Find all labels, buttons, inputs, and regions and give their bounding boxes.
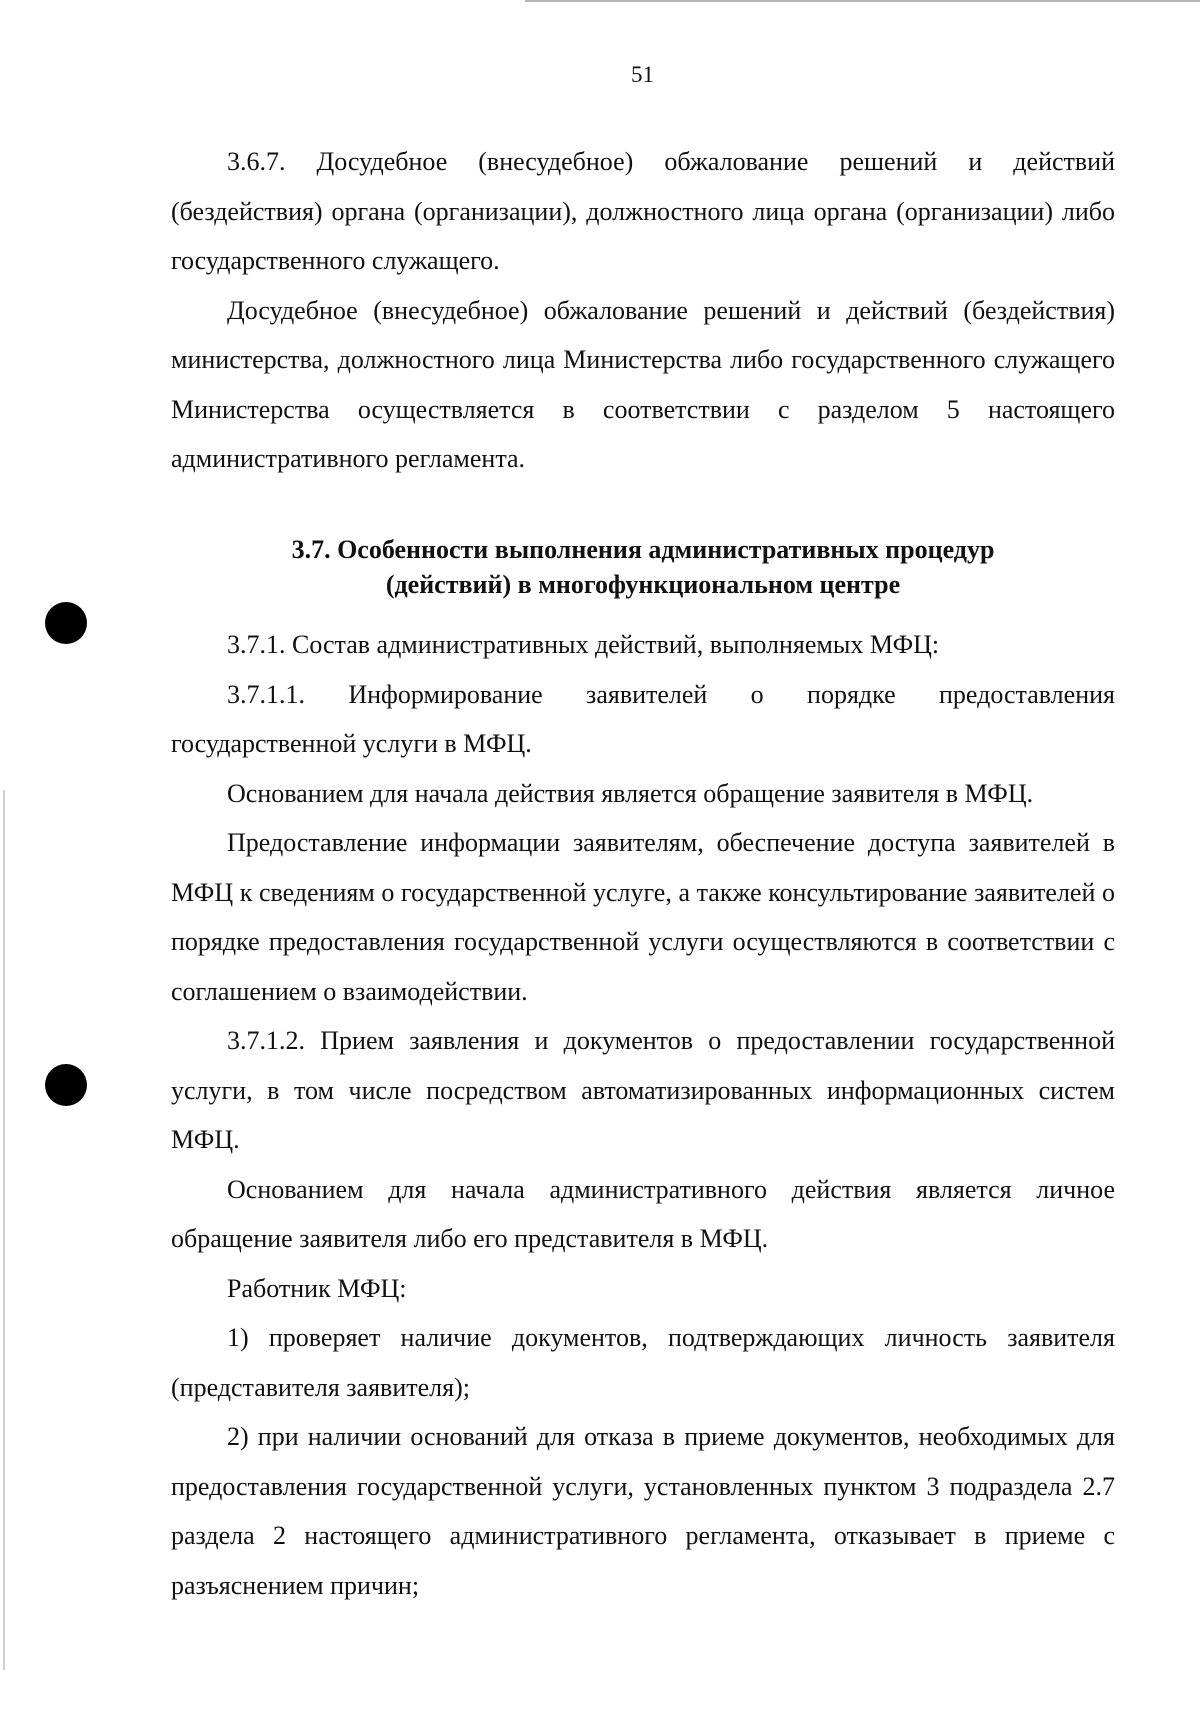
punch-hole-mark: [45, 1064, 87, 1106]
body-paragraph: 3.7.1.1. Информирование заявителей о порядке предоставления государственной услуги в МФЦ.: [171, 679, 1115, 758]
scan-left-edge: [3, 790, 5, 1670]
body-paragraph: Работник МФЦ:: [227, 1273, 407, 1303]
punch-hole-mark: [45, 602, 87, 644]
heading-line: (действий) в многофункциональном центре: [385, 570, 901, 599]
page-number: 51: [631, 62, 654, 87]
section-title-paragraph: 3.6.7. Досудебное (внесудебное) обжалование решений и действий (бездействия) органа (организации), должностного лица органа (организации) либо государственного служащего.: [171, 147, 1115, 275]
body-paragraph: Предоставление информации заявителям, обеспечение доступа заявителей в МФЦ к сведениям о государственной услуге, а также консультирование заявителей о порядке предоставления государственной услуги осуществляются в соответствии с соглашением о взаимодействии.: [171, 828, 1115, 1006]
body-paragraph: Досудебное (внесудебное) обжалование решений и действий (бездействия) министерства, должностного лица Министерства либо государственного служащего Министерства осуществляется в соответствии с разделом 5 настоящего административного регламента.: [171, 295, 1115, 473]
body-paragraph: Основанием для начала действия является обращение заявителя в МФЦ.: [227, 778, 1034, 808]
scan-top-edge: [525, 0, 1200, 2]
section-heading: [171, 532, 1115, 602]
list-item: 2) при наличии оснований для отказа в приеме документов, необходимых для предоставления государственной услуги, установленных пунктом 3 подраздела 2.7 раздела 2 настоящего административного регламента, отказывает в приеме с разъяснением причин;: [171, 1422, 1115, 1600]
body-paragraph: Основанием для начала административного действия является личное обращение заявителя либо его представителя в МФЦ.: [171, 1174, 1115, 1253]
body-paragraph: 3.7.1. Состав административных действий, выполняемых МФЦ:: [227, 630, 940, 659]
body-paragraph: 3.7.1.2. Прием заявления и документов о предоставлении государственной услуги, в том числе посредством автоматизированных информационных систем МФЦ.: [171, 1026, 1115, 1154]
heading-line: 3.7. Особенности выполнения административных процедур: [291, 535, 995, 564]
section-3-6-7: [171, 137, 1115, 484]
list-item: 1) проверяет наличие документов, подтверждающих личность заявителя (представителя заявителя);: [171, 1323, 1115, 1402]
section-3-7-body: [171, 620, 1115, 1610]
